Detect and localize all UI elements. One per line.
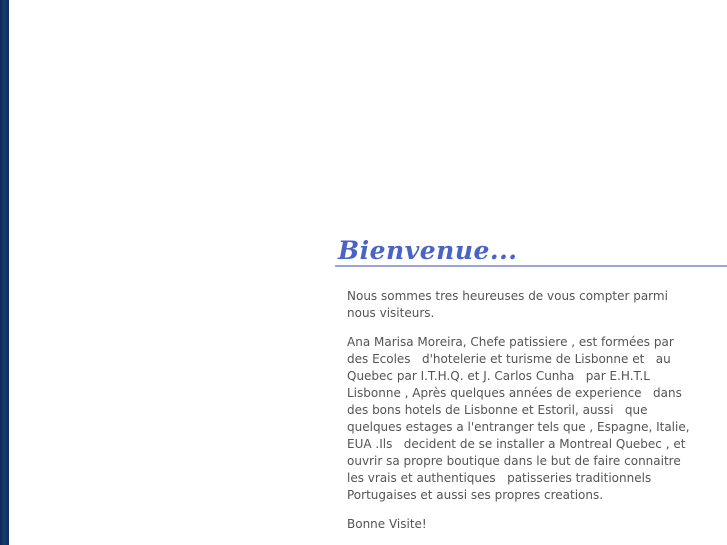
welcome-title: Bienvenue...: [338, 236, 518, 265]
title-underline: [335, 265, 727, 267]
description-paragraph: Ana Marisa Moreira, Chefe patissiere , est formées par des Ecoles d'hotelerie et turisme de Lisbonne et au Quebec par I.T.H.Q. et J. Carlos Cunha par E.H.T.L Lisbonne , Après quelques années de experience dans des bons hotels de Lisbonne et Estoril, aussi que quelques estages a l'entranger tels que , Espagne, Italie, EUA .Ils decident de se installer a Montreal Quebec , et ouvrir sa propre boutique dans le but de faire connaitre les vrais et authentiques patisseries traditionnels Portugaises et aussi ses propres creations.: [347, 335, 694, 502]
left-border-strip: [0, 0, 9, 545]
closing-paragraph: Bonne Visite!: [347, 517, 427, 531]
intro-paragraph: Nous sommes tres heureuses de vous compter parmi nous visiteurs.: [347, 289, 672, 320]
welcome-content: [347, 288, 692, 533]
